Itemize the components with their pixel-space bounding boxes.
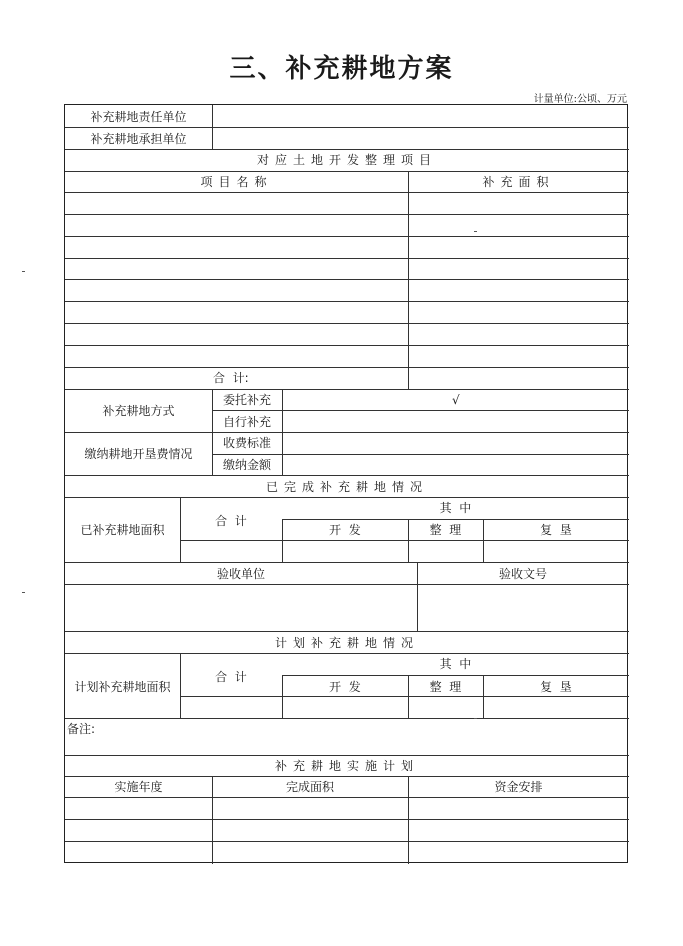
self-label: 自行补充 (222, 415, 271, 429)
completed-among-label: 其 中 (439, 501, 472, 515)
supplement-form (64, 104, 628, 863)
planned-reclaim-label: 复 垦 (540, 680, 572, 694)
fee-standard-label: 收费标准 (222, 436, 271, 450)
project-name-header: 项目名称 (200, 175, 273, 189)
method-label: 补充耕地方式 (102, 404, 175, 418)
acceptance-doc-label: 验收文号 (498, 567, 547, 581)
planned-among-label: 其 中 (439, 657, 472, 671)
remarks-label: 备注: (67, 722, 96, 736)
acceptance-unit-label: 验收单位 (216, 567, 265, 581)
fee-amount-label: 缴纳金额 (222, 458, 271, 472)
responsible-unit-label: 补充耕地责任单位 (90, 110, 187, 124)
completed-area-label: 已补充耕地面积 (80, 523, 165, 537)
completed-develop-label: 开 发 (329, 523, 361, 537)
page-title: 三、补充耕地方案 (229, 54, 454, 84)
entrusted-label: 委托补充 (222, 393, 271, 407)
funding-label: 资金安排 (494, 780, 543, 794)
projects-header: 对应土地开发整理项目 (256, 153, 437, 167)
planned-arrange-label: 整 理 (429, 680, 462, 694)
completed-sum-label: 合 计 (215, 514, 247, 528)
completed-reclaim-label: 复 垦 (540, 523, 572, 537)
planned-develop-label: 开 发 (329, 680, 361, 694)
undertaking-unit-label: 补充耕地承担单位 (90, 132, 187, 146)
impl-year-label: 实施年度 (114, 780, 163, 794)
total-label: 合 计: (213, 371, 249, 385)
entrusted-checkmark: √ (452, 393, 460, 407)
planned-sum-label: 合 计 (215, 670, 247, 684)
supplement-area-header: 补充面积 (482, 175, 555, 189)
planned-header: 计划补充耕地情况 (274, 636, 419, 650)
unit-note: 计量单位:公顷、万元 (533, 94, 627, 105)
fee-situation-label: 缴纳耕地开垦费情况 (84, 447, 193, 461)
completed-size-label: 完成面积 (285, 780, 334, 794)
completed-header: 已完成补充耕地情况 (265, 480, 428, 494)
impl-header: 补充耕地实施计划 (274, 759, 419, 773)
planned-area-label: 计划补充耕地面积 (74, 680, 171, 694)
completed-arrange-label: 整 理 (429, 523, 462, 537)
